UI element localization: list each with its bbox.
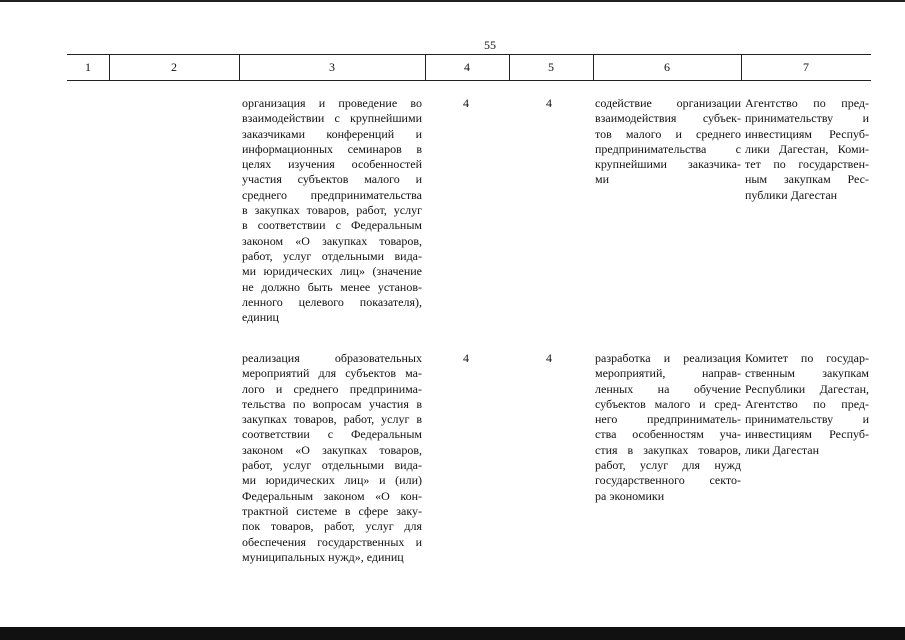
text-line: работ, услуг отдельными вида- <box>242 248 422 263</box>
text-line: государственного секто- <box>595 473 741 488</box>
header-col-5: 5 <box>548 60 554 74</box>
text-line: мероприятий, направ- <box>595 366 741 381</box>
text-line: крупнейшими заказчика- <box>595 157 741 172</box>
text-line: работ, услуг отдельными вида- <box>242 458 422 473</box>
text-line: тов малого и среднего <box>595 126 741 141</box>
row1-responsible <box>745 96 869 203</box>
text-line: пок товаров, работ, услуг для <box>242 519 422 534</box>
text-line: субъектов малого и сред- <box>595 396 741 411</box>
text-line: ра экономики <box>595 488 665 503</box>
text-line: Федеральным законом «О кон- <box>242 488 422 503</box>
text-line: взаимодействии с крупнейшими <box>242 111 422 126</box>
text-line: реализация образовательных <box>242 351 422 365</box>
row2-measure <box>595 351 741 504</box>
text-line: стия в закупках товаров, <box>595 442 741 457</box>
header-col-2: 2 <box>171 60 177 74</box>
text-line: инвестициям Респуб- <box>745 126 869 141</box>
row1-measure <box>595 96 741 188</box>
page-number: 55 <box>484 38 496 52</box>
text-line: Агентство по пред- <box>745 396 869 411</box>
text-line: среднего предпринимательства <box>242 187 422 202</box>
top-rule <box>0 0 905 2</box>
text-line: законом «О закупках товаров, <box>242 233 422 248</box>
text-line: в соответствии с Федеральным <box>242 218 422 233</box>
header-col-3: 3 <box>329 60 335 74</box>
text-line: ства особенностям уча- <box>595 427 741 442</box>
row1-value-col4: 4 <box>463 96 469 110</box>
text-line: принимательству и <box>745 111 869 126</box>
bottom-scan-edge <box>0 627 905 640</box>
text-line: ственным закупкам <box>745 366 869 381</box>
table-header <box>67 54 871 81</box>
text-line: ным закупкам Рес- <box>745 172 869 187</box>
row2-responsible <box>745 351 869 458</box>
text-line: целях изучения особенностей <box>242 157 422 172</box>
text-line: содействие организации <box>595 96 741 110</box>
text-line: обеспечения государственных и <box>242 534 422 549</box>
text-line: работ, услуг для нужд <box>595 458 741 473</box>
text-line: ми юридических лиц» (значение <box>242 264 422 279</box>
text-line: инвестициям Респуб- <box>745 427 869 442</box>
text-line: информационных семинаров в <box>242 141 422 156</box>
text-line: ми юридических лиц» и (или) <box>242 473 422 488</box>
text-line: ленного целевого показателя), <box>242 294 422 309</box>
text-line: тет по государствен- <box>745 157 869 172</box>
text-line: соответствии с Федеральным <box>242 427 422 442</box>
text-line: публики Дагестан <box>745 187 838 202</box>
row2-indicator <box>242 351 422 565</box>
text-line: единиц <box>242 310 279 325</box>
text-line: разработка и реализация <box>595 351 741 365</box>
text-line: взаимодействия субъек- <box>595 111 741 126</box>
text-line: лики Дагестан <box>745 442 820 457</box>
header-col-6: 6 <box>664 60 670 74</box>
text-line: принимательству и <box>745 412 869 427</box>
header-col-4: 4 <box>464 60 470 74</box>
row1-indicator <box>242 96 422 325</box>
header-col-7: 7 <box>803 60 809 74</box>
text-line: лого и среднего предпринима- <box>242 381 422 396</box>
text-line: него предприниматель- <box>595 412 741 427</box>
text-line: Агентство по пред- <box>745 96 869 110</box>
text-line: мероприятий для субъектов ма- <box>242 366 422 381</box>
text-line: Комитет по государ- <box>745 351 869 365</box>
text-line: участия субъектов малого и <box>242 172 422 187</box>
text-line: организация и проведение во <box>242 96 422 110</box>
text-line: лики Дагестан, Коми- <box>745 141 869 156</box>
text-line: тельства по вопросам участия в <box>242 396 422 411</box>
row1-value-col5: 4 <box>546 96 552 110</box>
text-line: ми <box>595 172 610 187</box>
header-col-1: 1 <box>85 60 91 74</box>
text-line: не должно быть менее установ- <box>242 279 422 294</box>
text-line: закупках товаров, работ, услуг в <box>242 412 422 427</box>
row2-value-col5: 4 <box>546 351 552 365</box>
text-line: ленных на обучение <box>595 381 741 396</box>
text-line: Республики Дагестан, <box>745 381 869 396</box>
text-line: заказчиками конференций и <box>242 126 422 141</box>
text-line: законом «О закупках товаров, <box>242 442 422 457</box>
row2-value-col4: 4 <box>463 351 469 365</box>
text-line: трактной системе в сфере заку- <box>242 503 422 518</box>
text-line: в закупках товаров, работ, услуг <box>242 203 422 218</box>
text-line: предпринимательства с <box>595 141 741 156</box>
text-line: муниципальных нужд», единиц <box>242 549 404 564</box>
